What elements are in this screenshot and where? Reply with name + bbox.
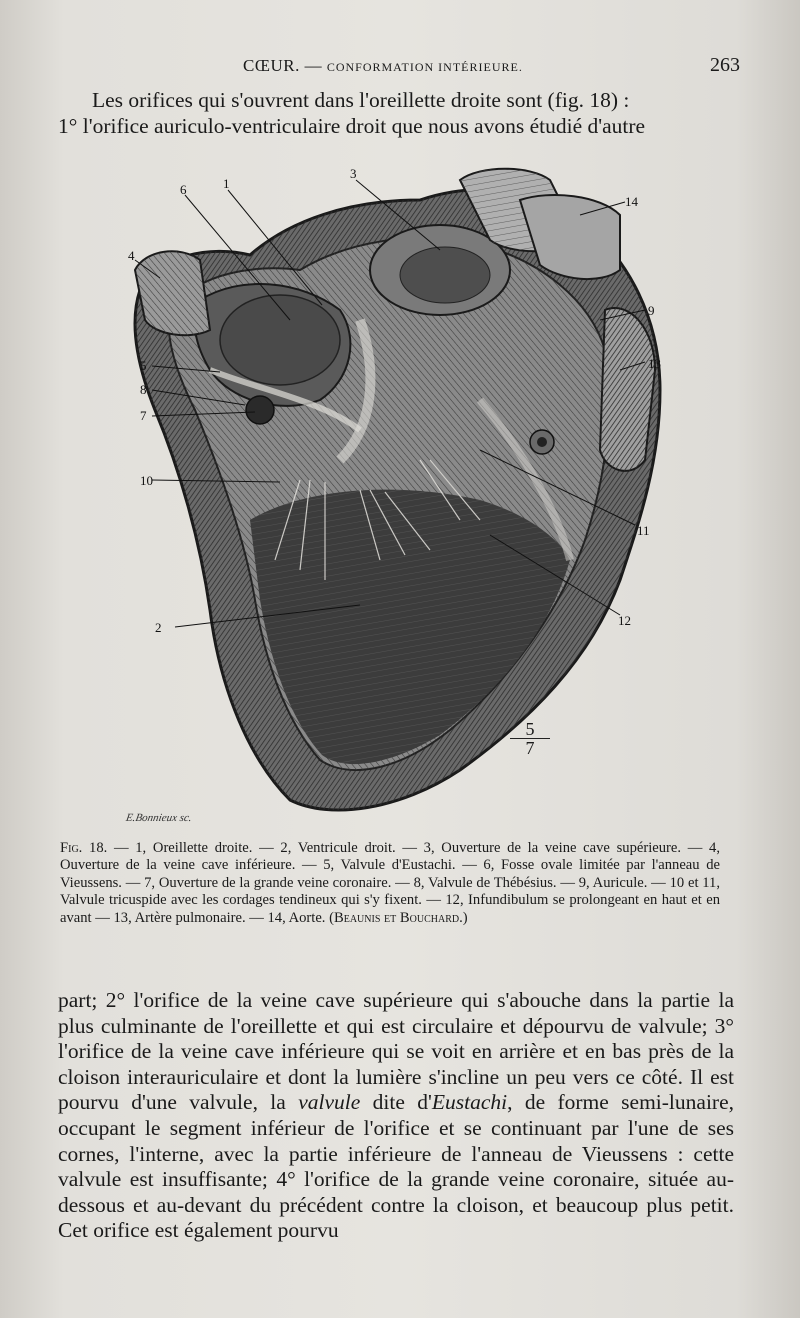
header-title-sub: CONFORMATION INTÉRIEURE.	[326, 60, 523, 74]
engraver-signature: E.Bonnieux sc.	[124, 812, 193, 824]
caption-credit: (Beaunis et Bouchard.)	[329, 909, 468, 926]
scale-fraction	[510, 720, 550, 757]
running-header	[60, 52, 740, 82]
fig-label-13: 13	[648, 356, 661, 371]
fraction-numerator: 5	[510, 720, 550, 739]
bottom-paragraph	[58, 988, 734, 1244]
top-line-1: Les orifices qui s'ouvrent dans l'oreillette droite sont (fig. 18) :	[92, 88, 630, 112]
header-title-dash: —	[304, 56, 323, 75]
fig-label-6: 6	[180, 182, 187, 197]
bottom-text-part1: part; 2° l'orifice de la veine cave supérieure qui s'abouche dans la partie la plus culminante de l'oreillette et qui est circulaire et dépourvu de valvule; 3° l'orifice de la veine cave inférieure qui se voit en arrière et en bas près de la cloison interauriculaire et dont la lumière s'incline un peu vers ce côté. Il est pourvu d'une valvule, la	[58, 988, 734, 1115]
header-title-main: CŒUR.	[243, 56, 300, 75]
top-paragraph	[58, 88, 734, 139]
heart-figure	[60, 160, 740, 840]
bottom-text-em1: valvule	[298, 1090, 361, 1115]
fig-label-14: 14	[625, 194, 638, 209]
fig-label-1: 1	[223, 176, 230, 191]
bottom-text-part3: , de forme semi-lunaire, occupant le segment inférieur de l'orifice et se continuant par l'une de ses cornes, l'interne, avec la partie inférieure de l'anneau de Vieussens : cette valvule est insuffisante; 4° l'orifice de la grande veine coronaire, située au-dessous et au-devant du précédent contre la cloison, et beaucoup plus petit. Cet orifice est également pourvu	[58, 1090, 734, 1243]
bottom-paragraph-text	[58, 988, 734, 1244]
fig-label-10: 10	[140, 473, 153, 488]
fig-label-2: 2	[155, 620, 162, 635]
fig-label-9: 9	[648, 303, 655, 318]
top-line-2: 1° l'orifice auriculo-ventriculaire droit que nous avons étudié d'autre	[58, 113, 646, 138]
fig-label-4: 4	[128, 248, 135, 263]
fraction-denominator: 7	[525, 738, 535, 758]
figure-caption	[60, 840, 720, 927]
page-number: 263	[710, 54, 740, 76]
fig-label-12: 12	[618, 613, 631, 628]
fig-label-11: 11	[637, 523, 650, 538]
fig-label-8: 8	[140, 382, 147, 397]
caption-text: — 1, Oreillette droite. — 2, Ventricule droit. — 3, Ouverture de la veine cave supérieure. — 4, Ouverture de la veine cave inférieure. — 5, Valvule d'Eustachi. — 6, Fosse ovale limitée par l'anneau de Vieussens. — 7, Ouverture de la grande veine coronaire. — 8, Valvule de Thébésius. — 9, Auricule. — 10 et 11, Valvule tricuspide avec les cordages tendineux qui s'y fixent. — 12, Infundibulum se prolongeant en haut et en avant — 13, Artère pulmonaire. — 14, Aorte.	[60, 840, 720, 926]
caption-fig-label: Fig. 18.	[60, 840, 108, 856]
header-title	[243, 56, 523, 76]
bottom-text-part2: dite d'	[360, 1090, 432, 1115]
fig-label-5: 5	[140, 358, 147, 373]
bottom-text-em2: Eustachi	[431, 1090, 508, 1115]
fig-label-7: 7	[140, 408, 147, 423]
heart-engraving	[60, 160, 740, 840]
fig-label-3: 3	[350, 166, 357, 181]
